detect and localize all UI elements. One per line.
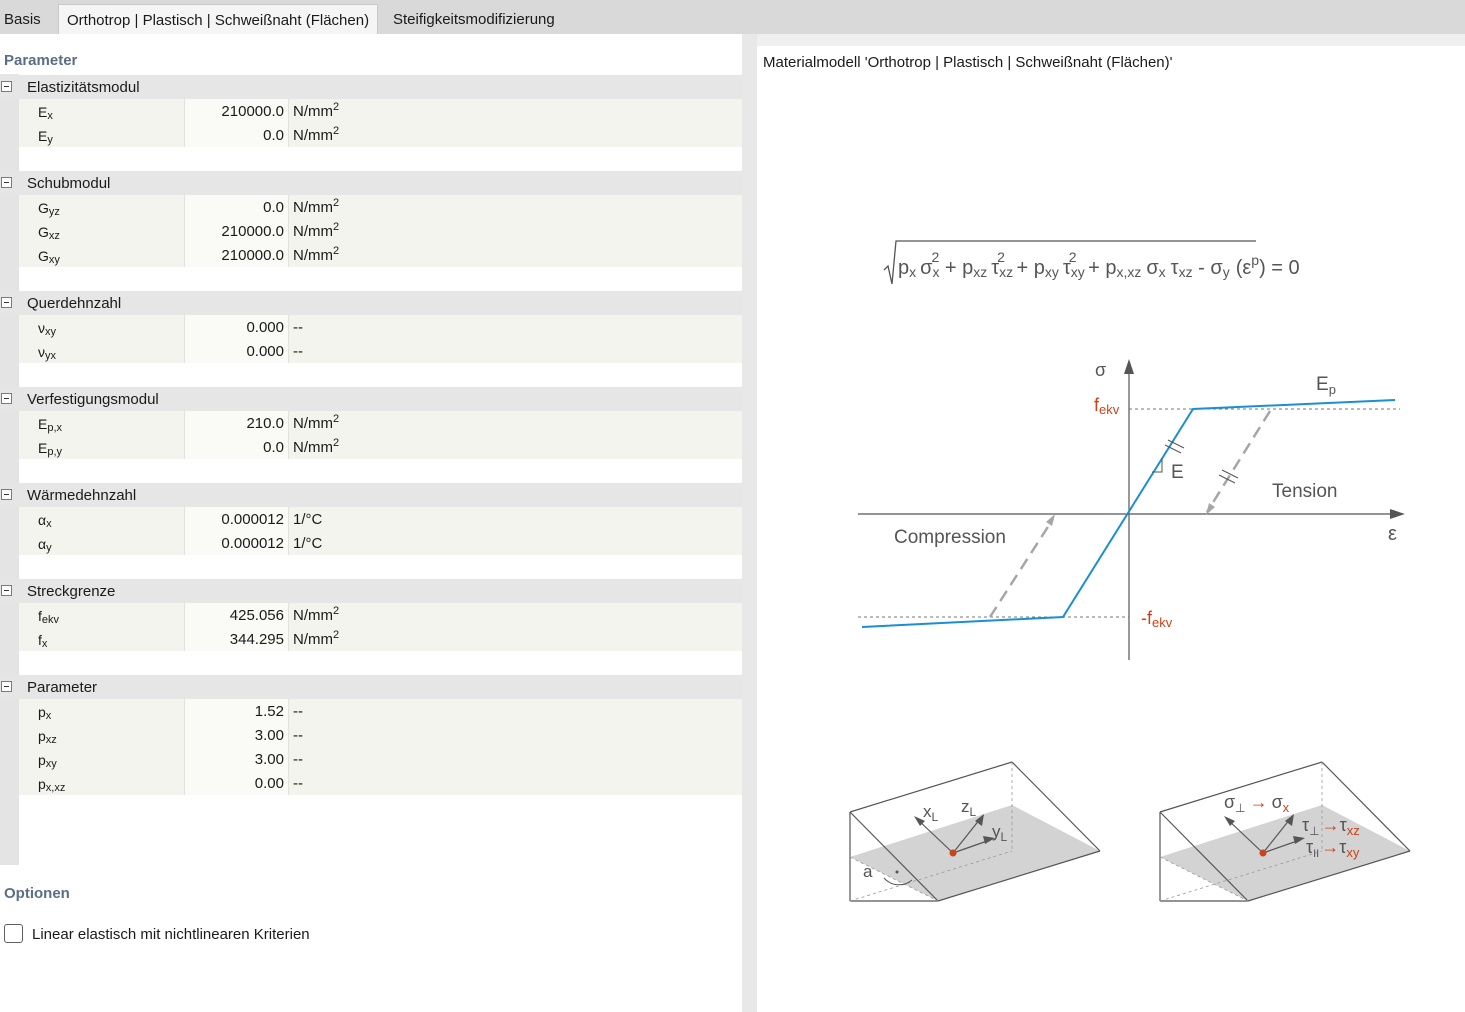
- group-label: Wärmedehnzahl: [27, 487, 137, 504]
- parameter-unit: [293, 607, 339, 624]
- parameter-unit-exponent: 2: [333, 629, 340, 641]
- parameter-unit-main: N/mm: [293, 415, 333, 432]
- parameter-unit-main: N/mm: [293, 631, 333, 648]
- weld1-x-label: $x_L$: [923, 802, 939, 824]
- parameter-value-field[interactable]: 3.00: [184, 747, 289, 771]
- parameter-symbol-main: f: [38, 608, 42, 624]
- eq-epsp: p: [1251, 252, 1260, 268]
- parameter-symbol-main: α: [38, 536, 47, 552]
- parameter-unit: [293, 727, 303, 744]
- collapse-icon[interactable]: [1, 585, 12, 596]
- eq-tail: ) = 0: [1259, 257, 1300, 279]
- diagram-title: Materialmodell 'Orthotrop | Plastisch | Schweißnaht (Flächen)': [763, 54, 1173, 71]
- parameter-symbol-sub: y: [47, 134, 53, 146]
- parameter-symbol-main: α: [38, 512, 47, 528]
- parameter-symbol: [38, 200, 60, 218]
- group-label: Elastizitätsmodul: [27, 79, 140, 96]
- eq-s3: σ: [1210, 257, 1223, 279]
- parameter-row: [19, 531, 742, 555]
- tab-steifigkeitsmodifizierung[interactable]: Steifigkeitsmodifizierung: [393, 11, 555, 28]
- parameter-row: [19, 339, 742, 363]
- weld1-a-label: a: [863, 862, 873, 881]
- parameter-row: [19, 195, 742, 219]
- parameter-symbol-sub: xz: [45, 734, 57, 746]
- parameter-unit-main: N/mm: [293, 223, 333, 240]
- parameter-unit-main: --: [293, 319, 303, 336]
- eq-t1-sub: xz: [999, 264, 1014, 280]
- eq-plus3: +: [1082, 257, 1106, 279]
- tab-orthotrop-plastisch[interactable]: Orthotrop | Plastisch | Schweißnaht (Flächen): [58, 4, 378, 34]
- parameter-unit-exponent: 2: [333, 437, 340, 449]
- parameter-value-field[interactable]: 425.056: [184, 603, 289, 627]
- parameter-value-field[interactable]: 210000.0: [184, 219, 289, 243]
- collapse-icon[interactable]: [1, 489, 12, 500]
- group-spacer: [19, 795, 742, 819]
- parameter-row: [19, 411, 742, 435]
- parameter-unit-main: N/mm: [293, 247, 333, 264]
- parameter-symbol: [38, 632, 47, 650]
- eq-eps: (ε: [1235, 257, 1252, 279]
- parameter-unit-main: --: [293, 343, 303, 360]
- parameter-row: [19, 315, 742, 339]
- sigma-axis-label: σ: [1095, 360, 1107, 380]
- parameter-unit: [293, 247, 339, 264]
- parameter-unit-main: N/mm: [293, 103, 333, 120]
- parameter-symbol-main: p: [38, 704, 46, 720]
- eq-s2-sub: x: [1158, 264, 1166, 280]
- options-section-title: Optionen: [4, 885, 70, 902]
- weld2-tau-xz-label: $\tau_\perp \to\tau_{xz}$: [1302, 815, 1360, 838]
- parameter-unit-main: --: [293, 775, 303, 792]
- parameter-symbol-sub: x: [47, 110, 53, 122]
- parameter-unit: [293, 439, 339, 456]
- tab-basis[interactable]: Basis: [4, 11, 41, 28]
- material-model-figure: [757, 34, 1465, 1012]
- eq-p4: p: [1105, 257, 1117, 279]
- parameter-row: [19, 603, 742, 627]
- parameter-row: [19, 123, 742, 147]
- parameter-row: [19, 507, 742, 531]
- group-header[interactable]: [0, 387, 742, 411]
- eps-axis-label: ε: [1388, 523, 1397, 545]
- parameter-symbol: [38, 608, 59, 626]
- parameter-value-field[interactable]: 210.0: [184, 411, 289, 435]
- parameter-unit: [293, 703, 303, 720]
- parameter-symbol: [38, 248, 60, 266]
- parameter-symbol-main: E: [38, 416, 48, 432]
- eq-s3-sub: y: [1222, 264, 1230, 280]
- parameter-value-field[interactable]: 210000.0: [184, 99, 289, 123]
- parameter-symbol-main: G: [38, 200, 49, 216]
- parameter-value-field[interactable]: 3.00: [184, 723, 289, 747]
- group-spacer: [19, 555, 742, 579]
- parameter-row: [19, 243, 742, 267]
- parameter-symbol-sub: p,y: [47, 446, 63, 458]
- fekv-bottom-label: -fekv: [1141, 608, 1173, 630]
- parameter-row: [19, 627, 742, 651]
- parameter-value-field[interactable]: 0.000012: [184, 531, 289, 555]
- parameter-symbol-sub: yz: [48, 206, 60, 218]
- parameter-unit-main: 1/°C: [293, 511, 323, 528]
- parameter-symbol: [38, 752, 57, 770]
- parameter-value-field[interactable]: 0.000: [184, 315, 289, 339]
- parameter-row: [19, 699, 742, 723]
- parameter-unit: [293, 127, 339, 144]
- parameter-row: [19, 771, 742, 795]
- parameter-row: [19, 99, 742, 123]
- parameter-value-field[interactable]: 0.00: [184, 771, 289, 795]
- parameter-unit-exponent: 2: [333, 101, 340, 113]
- parameter-unit: [293, 511, 322, 528]
- parameter-symbol: [38, 320, 56, 338]
- parameter-unit: [293, 223, 339, 240]
- eps-axis-arrow: [1390, 509, 1405, 519]
- parameter-unit-main: --: [293, 751, 303, 768]
- weld-sketch-stress-mapping: [1160, 762, 1410, 901]
- parameter-symbol-sub: x,xz: [45, 782, 66, 794]
- parameter-symbol: [38, 416, 62, 434]
- parameter-unit-main: N/mm: [293, 439, 333, 456]
- fekv-top-label: fekv: [1094, 395, 1120, 417]
- parameter-symbol-main: E: [38, 128, 48, 144]
- parameter-symbol-main: G: [38, 224, 49, 240]
- parameter-symbol: [38, 440, 62, 458]
- parameter-unit: [293, 103, 339, 120]
- parameter-symbol-main: E: [38, 440, 48, 456]
- collapse-icon[interactable]: [1, 297, 12, 308]
- ep-label: $E_p$: [1316, 374, 1336, 397]
- parameter-row: [19, 723, 742, 747]
- parameter-symbol: [38, 704, 51, 722]
- parameter-unit-main: --: [293, 727, 303, 744]
- parameter-symbol-main: ν: [38, 344, 45, 360]
- parameter-unit-main: --: [293, 703, 303, 720]
- stress-strain-diagram: [858, 359, 1405, 660]
- eq-t2: τ: [1062, 257, 1071, 279]
- e-modulus-label: E: [1171, 462, 1184, 483]
- parameter-symbol-sub: xy: [45, 758, 57, 770]
- group-header[interactable]: [0, 675, 742, 699]
- parameter-value-field[interactable]: 210000.0: [184, 243, 289, 267]
- linear-elastic-label: Linear elastisch mit nichtlinearen Kriterien: [32, 926, 310, 943]
- group-spacer: [19, 651, 742, 675]
- parameter-symbol-sub: xy: [45, 326, 56, 338]
- eq-e1: 2: [931, 249, 940, 265]
- eq-p2: p: [962, 257, 974, 279]
- parameter-unit: [293, 775, 303, 792]
- parameter-symbol: [38, 776, 65, 794]
- parameter-symbol: [38, 224, 60, 242]
- parameter-unit-exponent: 2: [333, 197, 340, 209]
- tab-bar: [0, 0, 1465, 34]
- group-header[interactable]: [0, 75, 742, 99]
- eq-minus: -: [1192, 257, 1211, 279]
- parameter-value-field[interactable]: 344.295: [184, 627, 289, 651]
- weld1-y-label: $y_L$: [992, 822, 1008, 844]
- group-header[interactable]: [0, 579, 742, 603]
- parameter-row: [19, 747, 742, 771]
- group-label: Schubmodul: [27, 175, 111, 192]
- parameter-unit-main: N/mm: [293, 199, 333, 216]
- parameter-unit-exponent: 2: [333, 245, 340, 257]
- parameter-value-field[interactable]: 0.0: [184, 123, 289, 147]
- panel-splitter[interactable]: [742, 34, 757, 1012]
- parameter-unit: [293, 343, 303, 360]
- parameter-symbol-sub: xy: [48, 254, 60, 266]
- eq-p3-sub: xy: [1044, 264, 1059, 280]
- group-spacer: [19, 267, 742, 291]
- group-label: Streckgrenze: [27, 583, 116, 600]
- parameter-symbol: [38, 512, 52, 530]
- eq-e2: 2: [997, 249, 1005, 265]
- parameter-unit: [293, 751, 303, 768]
- parameter-row: [19, 435, 742, 459]
- eq-p4-sub: x,xz: [1116, 264, 1142, 280]
- parameter-value-field[interactable]: 0.0: [184, 435, 289, 459]
- eq-s2: σ: [1146, 257, 1159, 279]
- parameter-symbol-sub: p,x: [47, 422, 63, 434]
- parameter-symbol-sub: xz: [48, 230, 60, 242]
- eq-s1-sub: x: [932, 264, 940, 280]
- parameter-unit: [293, 415, 339, 432]
- group-spacer: [19, 147, 742, 171]
- eq-t3: τ: [1170, 257, 1179, 279]
- compression-label: Compression: [894, 527, 1006, 548]
- eq-e3: 2: [1068, 249, 1077, 265]
- parameter-value-field[interactable]: 1.52: [184, 699, 289, 723]
- weld1-z-label: $z_L$: [961, 797, 977, 819]
- parameter-symbol-main: p: [38, 728, 46, 744]
- weld1-origin: [950, 850, 957, 857]
- weld2-origin: [1260, 850, 1267, 857]
- eq-plus1: +: [939, 257, 963, 279]
- group-label: Verfestigungsmodul: [27, 391, 159, 408]
- collapse-icon[interactable]: [1, 681, 12, 692]
- parameter-value-field[interactable]: 0.000012: [184, 507, 289, 531]
- parameter-symbol-sub: x: [46, 518, 52, 530]
- eq-plus2: +: [1010, 257, 1034, 279]
- parameter-symbol: [38, 128, 53, 146]
- parameter-symbol: [38, 728, 57, 746]
- group-spacer: [19, 459, 742, 483]
- collapse-icon[interactable]: [1, 393, 12, 404]
- eq-p2-sub: xz: [973, 264, 988, 280]
- parameter-unit-exponent: 2: [333, 605, 340, 617]
- parameter-symbol-main: E: [38, 104, 48, 120]
- parameter-symbol-sub: y: [46, 542, 52, 554]
- parameter-unit: [293, 631, 339, 648]
- weld-sketch-local-axes: [850, 762, 1100, 901]
- eq-t3-sub: xz: [1178, 264, 1193, 280]
- group-label: Parameter: [27, 679, 98, 696]
- parameter-value-field[interactable]: 0.000: [184, 339, 289, 363]
- parameter-unit-main: 1/°C: [293, 535, 323, 552]
- group-label: Querdehnzahl: [27, 295, 122, 312]
- tension-unload-dash: [1207, 411, 1270, 512]
- parameter-symbol-main: G: [38, 248, 49, 264]
- eq-s1: σ: [920, 257, 933, 279]
- parameter-symbol-main: ν: [38, 320, 45, 336]
- parameter-symbol-sub: yx: [45, 350, 56, 362]
- weld2-sigma-label: $\sigma_\perp \to \sigma_x$: [1224, 792, 1290, 815]
- parameter-unit-main: N/mm: [293, 127, 333, 144]
- parameter-symbol-sub: x: [45, 710, 52, 722]
- parameter-unit-exponent: 2: [333, 413, 340, 425]
- parameter-symbol-main: p: [38, 752, 46, 768]
- parameter-unit-exponent: 2: [333, 125, 340, 137]
- group-header[interactable]: [0, 171, 742, 195]
- parameter-symbol: [38, 344, 56, 362]
- collapse-icon[interactable]: [1, 177, 12, 188]
- linear-elastic-checkbox[interactable]: [4, 924, 23, 943]
- group-header[interactable]: [0, 483, 742, 507]
- weld2-tau-xy-label: $\tau_{II} \to\tau_{xy}$: [1306, 837, 1360, 860]
- weld1-angle-dot: [896, 871, 899, 874]
- svg-text:pxσx2 + pxzτxz2 + pxyτxy2 + px: [898, 249, 1300, 280]
- parameter-unit: [293, 319, 303, 336]
- collapse-icon[interactable]: [1, 81, 12, 92]
- eq-t1: τ: [991, 257, 1000, 279]
- weld-plane-1: [850, 805, 1100, 901]
- eq-p3: p: [1033, 257, 1045, 279]
- parameter-symbol-main: p: [38, 776, 46, 792]
- parameter-unit: [293, 535, 322, 552]
- parameter-symbol-main: f: [38, 632, 42, 648]
- eq-t2-sub: xy: [1070, 264, 1085, 280]
- group-spacer: [19, 363, 742, 387]
- parameter-unit: [293, 199, 339, 216]
- parameter-row: [19, 219, 742, 243]
- parameter-symbol-sub: x: [41, 638, 48, 650]
- parameter-value-field[interactable]: 0.0: [184, 195, 289, 219]
- sigma-axis-arrow: [1124, 359, 1134, 374]
- parameter-symbol-sub: ekv: [41, 614, 60, 626]
- tension-label: Tension: [1272, 481, 1338, 502]
- parameter-symbol: [38, 536, 52, 554]
- parameter-unit-exponent: 2: [333, 221, 340, 233]
- yield-equation: [884, 241, 1300, 284]
- parameter-section-title: Parameter: [4, 52, 78, 69]
- group-header[interactable]: [0, 291, 742, 315]
- eq-p1: p: [898, 257, 910, 279]
- tension-unload-arrow: [1206, 503, 1215, 515]
- parameter-unit-main: N/mm: [293, 607, 333, 624]
- parameter-symbol: [38, 104, 53, 122]
- eq-p1-sub: x: [909, 264, 917, 280]
- weld-plane-2: [1160, 805, 1410, 901]
